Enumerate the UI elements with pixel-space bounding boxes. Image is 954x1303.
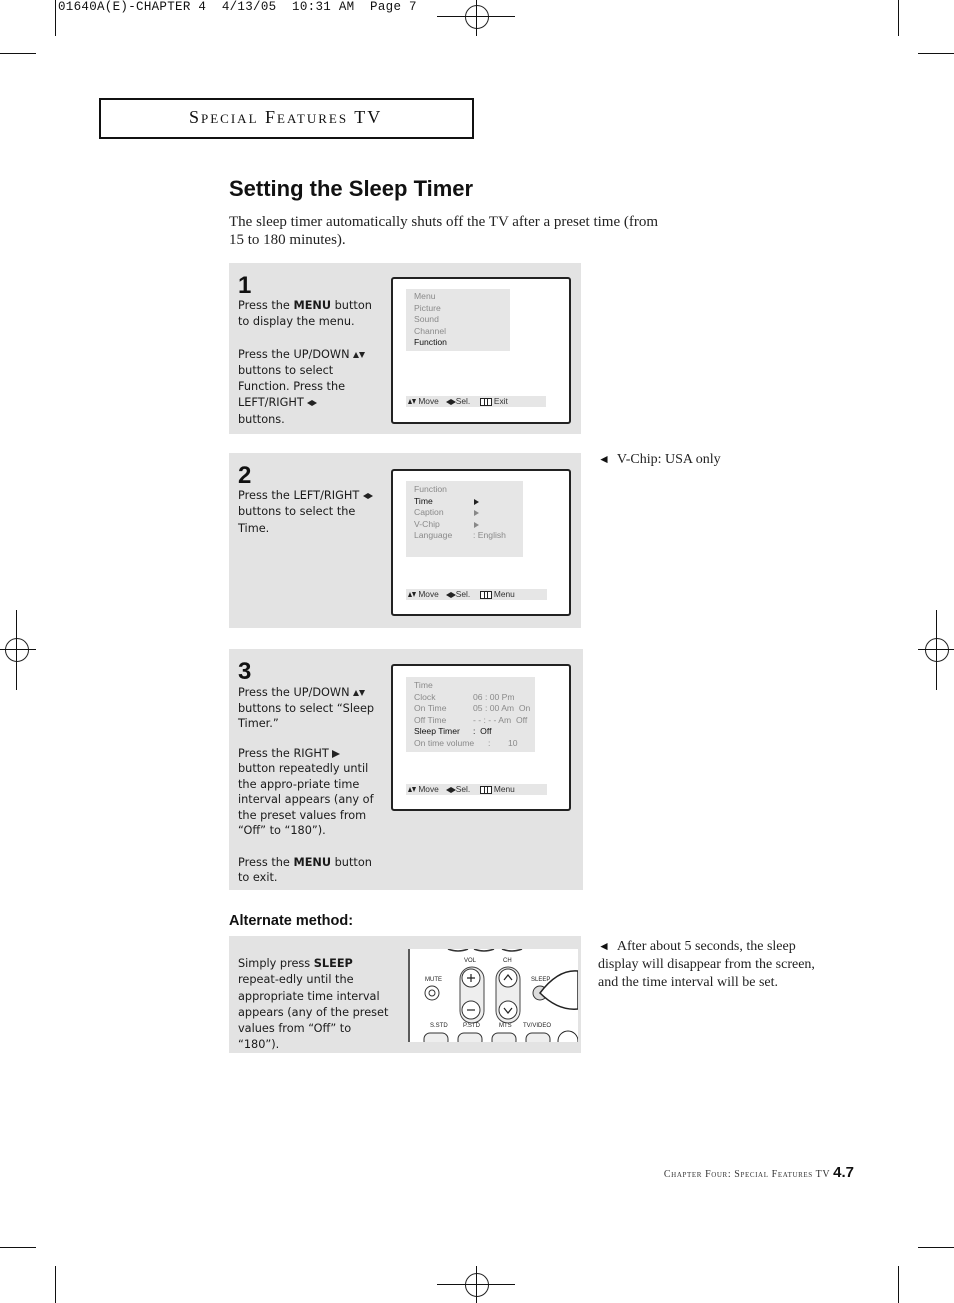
step-2-tv-screen [391, 469, 571, 616]
menu-item-selected: Sleep Timer [414, 726, 460, 736]
crop-mark [16, 610, 17, 690]
registration-mark [925, 638, 949, 662]
menu-heading: Function [414, 484, 447, 494]
step-2-text: Press the LEFT/RIGHT buttons to select the Time. [238, 488, 380, 537]
crop-mark [55, 0, 56, 36]
menu-item-selected: Function [414, 337, 447, 347]
menu-value: 05 : 00 Am On [473, 703, 531, 713]
mts-label: MTS [499, 1023, 512, 1029]
step-3-text: Press the UP/DOWN buttons to select “Sleep Timer.” Press the RIGHT button repeatedly until the appro-priate time interval appears (any of the preset values from “Off” to “180”). Press the MENU button to exit. [238, 686, 375, 884]
step-3-menu [406, 677, 535, 752]
menu-value: - - : - - Am Off [473, 714, 528, 725]
crop-mark [476, 0, 477, 36]
right-arrow-icon [312, 400, 317, 406]
section-header [99, 98, 474, 139]
section-header-text: Special Features TV [189, 107, 383, 127]
menu-value: 10 [508, 737, 518, 748]
step-2-number: 2 [238, 462, 252, 489]
menu-item: Channel [414, 325, 447, 336]
right-arrow-icon [474, 522, 479, 528]
mute-label: MUTE [425, 977, 442, 983]
print-header: 01640A(E)-CHAPTER 4 4/13/05 10:31 AM Page 7 [58, 0, 417, 14]
step-2-nav-bar: Move Sel. Menu [406, 589, 547, 600]
pstd-label: P.STD [463, 1023, 480, 1029]
menu-icon [480, 591, 492, 599]
menu-item: Caption [414, 507, 444, 517]
menu-item: On Time [414, 703, 447, 713]
crop-mark [918, 1247, 954, 1248]
menu-item: V-Chip [414, 518, 440, 529]
right-arrow-icon [332, 750, 340, 758]
menu-item: Menu [414, 291, 436, 301]
crop-mark [0, 1247, 36, 1248]
step-1-number: 1 [238, 272, 252, 299]
registration-mark [5, 638, 29, 662]
down-arrow-icon [412, 399, 416, 404]
step-1-tv-screen [391, 277, 571, 424]
sstd-label: S.STD [430, 1023, 448, 1029]
menu-value: : Off [473, 726, 492, 736]
crop-mark [898, 0, 899, 36]
crop-mark [898, 1266, 899, 1303]
menu-icon [480, 786, 492, 794]
tv-video-label: TV/VIDEO [523, 1023, 552, 1029]
crop-mark [0, 649, 36, 650]
menu-value: : English [473, 530, 506, 540]
page-footer [664, 1164, 854, 1181]
menu-value: 06 : 00 Pm [473, 691, 515, 702]
crop-mark [936, 610, 937, 690]
intro-text: The sleep timer automatically shuts off the TV after a preset time (from 15 to 180 minutes). [229, 214, 659, 248]
crop-mark [918, 53, 954, 54]
remote-illustration [408, 949, 578, 1042]
step-1-text: Press the MENU button to display the menu. Press the UP/DOWN buttons to select Function. Press the LEFT/RIGHT buttons. [238, 299, 372, 426]
right-arrow-icon [474, 499, 479, 505]
crop-mark [0, 53, 36, 54]
down-arrow-icon [412, 592, 416, 597]
footer-chapter: Chapter Four: Special Features TV [663, 1169, 831, 1180]
step-2-menu [406, 481, 523, 557]
menu-icon [480, 398, 492, 406]
step-3-tv-screen [391, 664, 571, 811]
step-1-nav-bar: Move Sel. Exit [406, 396, 546, 407]
vchip-note: ◄ V-Chip: USA only [598, 452, 721, 467]
step-3-nav-bar: Move Sel. Menu [406, 784, 547, 795]
menu-heading: Time [414, 680, 433, 690]
ch-label: CH [503, 958, 512, 964]
menu-value: : [488, 737, 491, 748]
down-arrow-icon [412, 787, 416, 792]
pointer-arrow-icon: ◄ [598, 452, 610, 466]
step-1-menu [406, 289, 510, 351]
down-arrow-icon [359, 352, 365, 358]
sleep-note: ◄ After about 5 seconds, the sleep display will disappear from the screen, and the time interval will be set. [598, 939, 815, 990]
alternate-text: Simply press SLEEP repeat-edly until the appropriate time interval appears (any of the preset values from “Off” to “180”). [238, 957, 389, 1052]
right-arrow-icon [368, 493, 373, 499]
menu-item-selected: Time [414, 495, 433, 506]
registration-mark [465, 5, 489, 29]
vol-label: VOL [464, 958, 477, 964]
down-arrow-icon [359, 690, 365, 696]
page-title: Setting the Sleep Timer [229, 176, 474, 201]
crop-mark [476, 1266, 477, 1303]
menu-item: Clock [414, 691, 436, 702]
menu-item: Language [414, 530, 453, 540]
crop-mark [55, 1266, 56, 1303]
page-number: 4.7 [833, 1164, 854, 1181]
right-arrow-icon [474, 510, 479, 516]
menu-item: Sound [414, 314, 439, 324]
menu-item: Picture [414, 302, 441, 313]
step-3-number: 3 [238, 658, 252, 685]
pointer-arrow-icon: ◄ [598, 939, 610, 953]
alternate-method-heading: Alternate method: [229, 913, 354, 929]
sleep-label: SLEEP [531, 977, 551, 983]
menu-item: Off Time [414, 714, 447, 725]
menu-item: On time volume [414, 737, 475, 748]
registration-mark [465, 1273, 489, 1297]
